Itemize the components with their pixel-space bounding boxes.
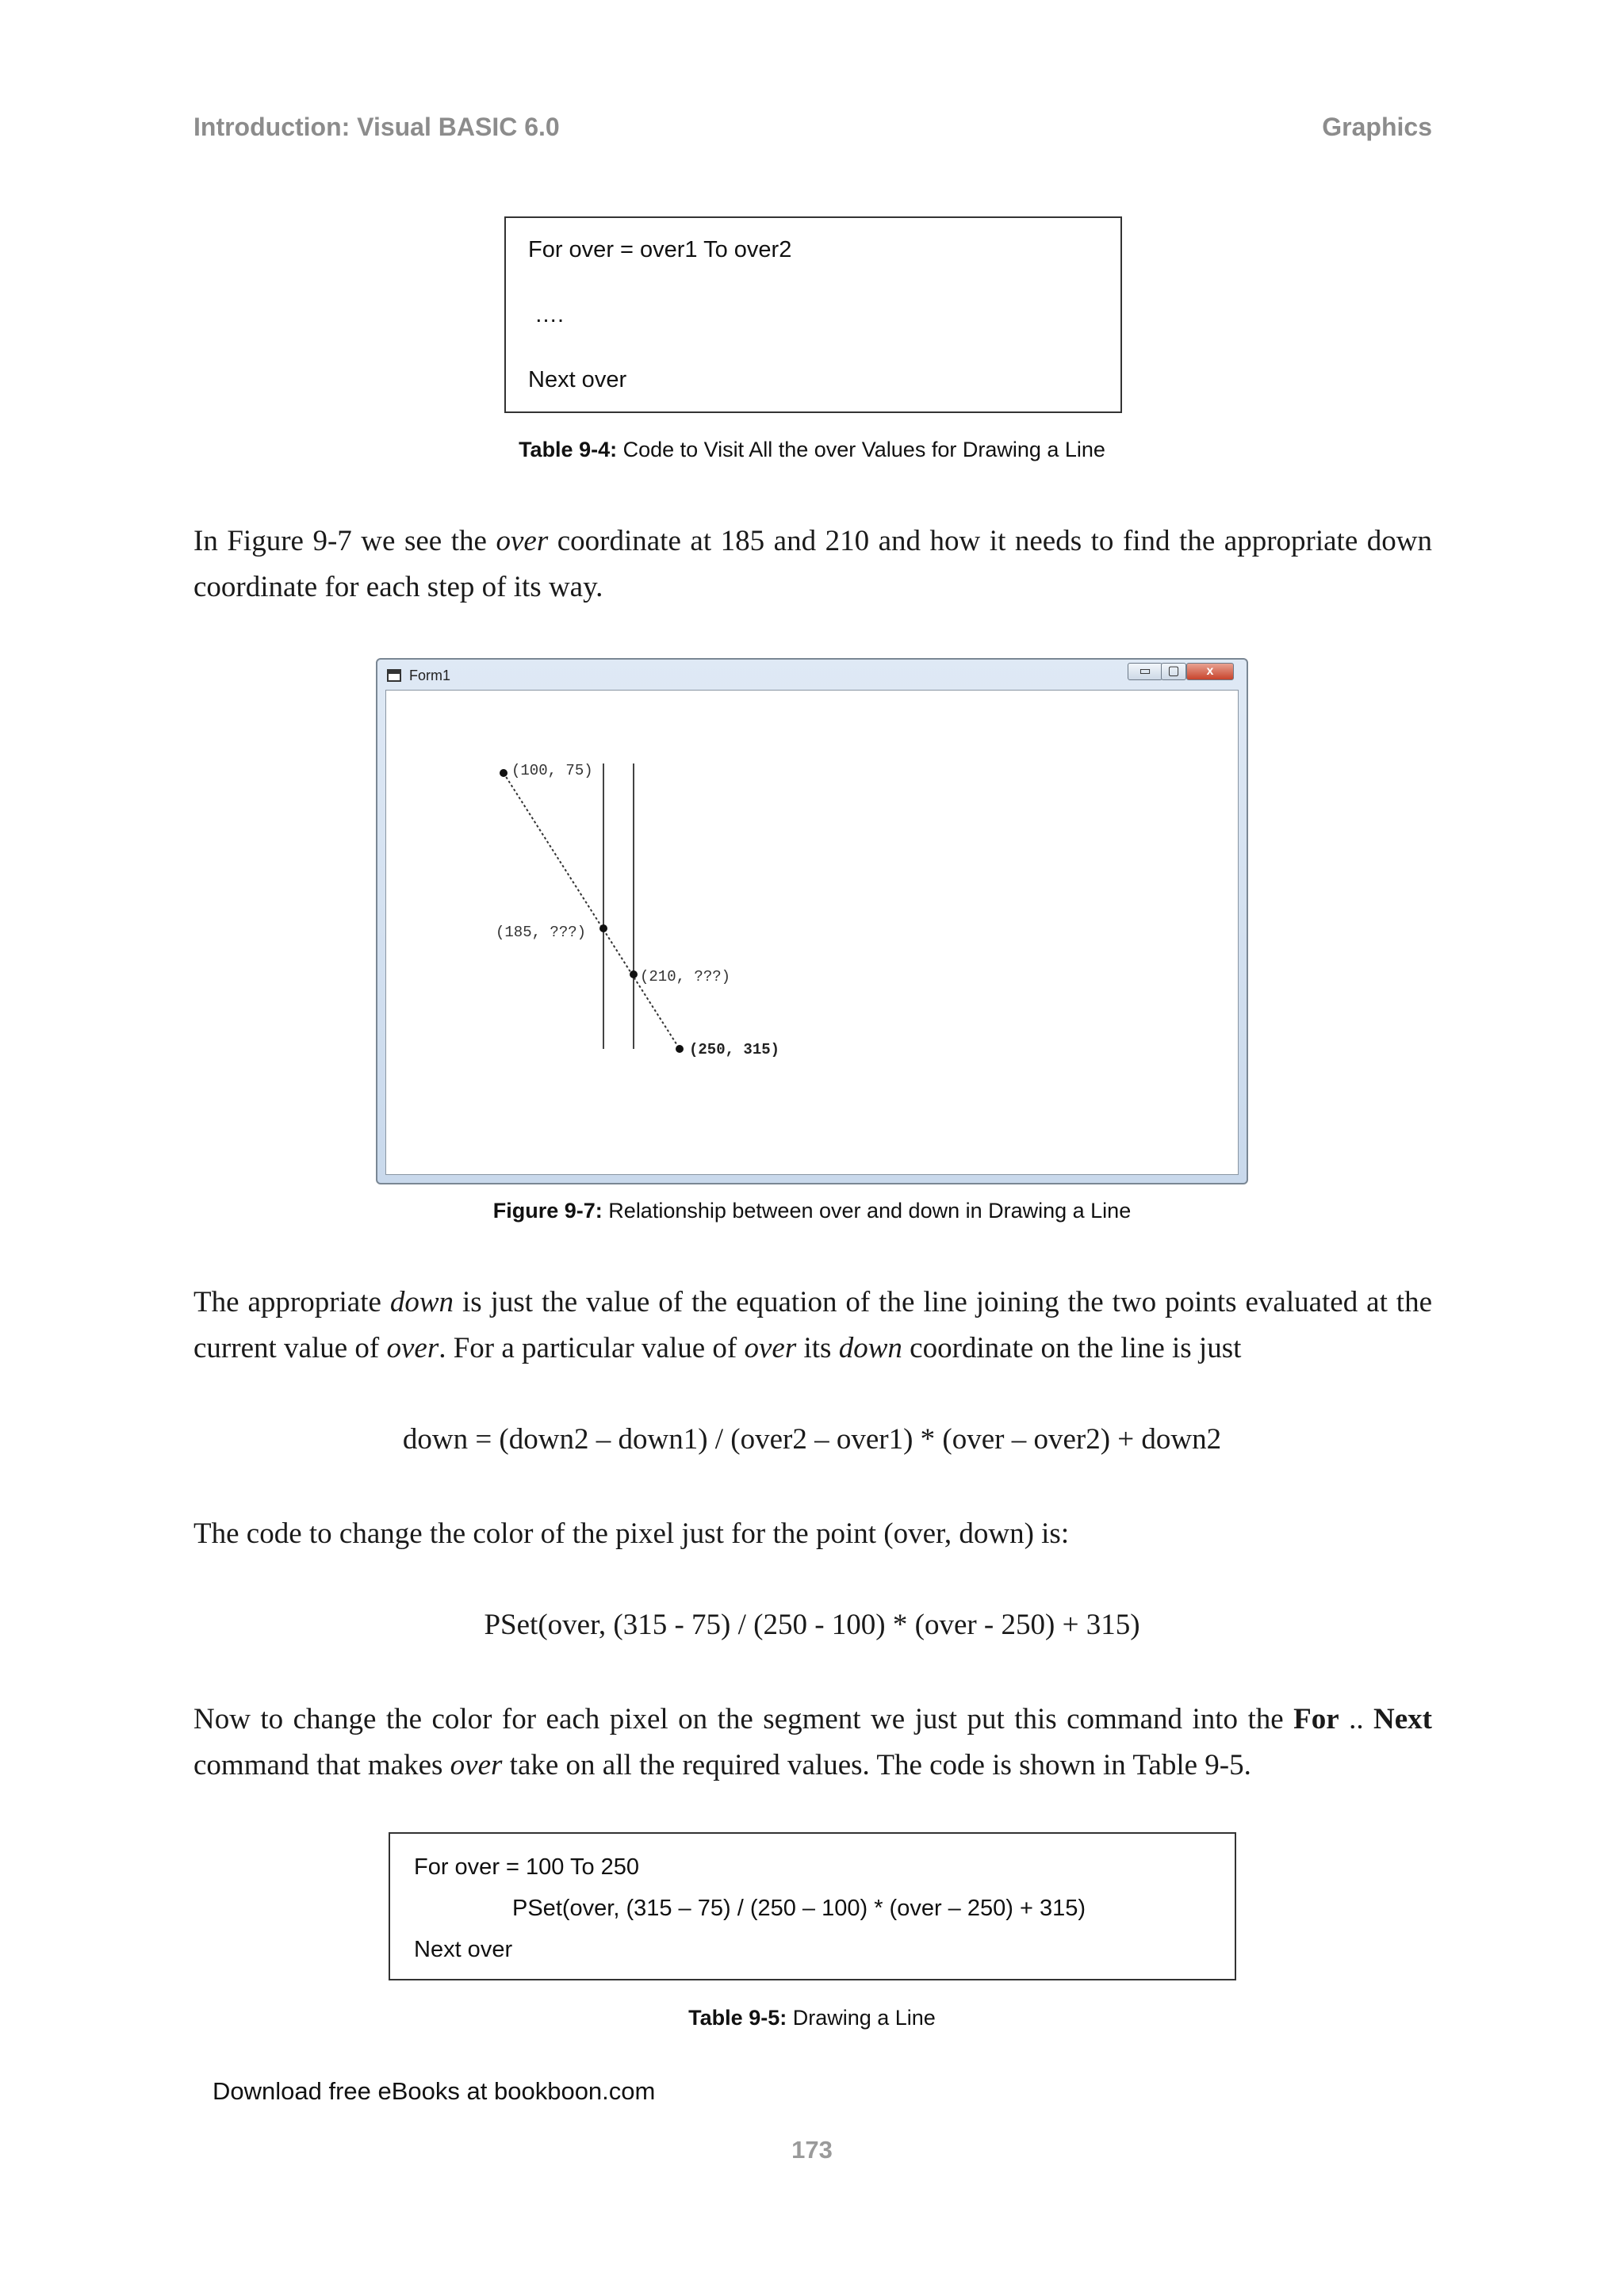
italic-term: down: [838, 1332, 902, 1364]
paragraph-4: [193, 1697, 1432, 1789]
text: its: [796, 1332, 839, 1364]
paragraph-1: [193, 519, 1432, 610]
figure-9-7-caption: [0, 1199, 1624, 1223]
dotted-line-segment: [504, 773, 680, 1049]
italic-term: over: [386, 1332, 439, 1364]
caption-label: Figure 9-7:: [492, 1199, 603, 1223]
form-client-area: [385, 690, 1239, 1175]
point-250-315: [676, 1045, 684, 1053]
equation-down: down = (down2 – down1) / (over2 – over1) * (over – over2) + down2: [402, 1423, 1222, 1456]
italic-term: over: [744, 1332, 797, 1364]
code-line: Next over: [528, 367, 627, 392]
code-table-9-5: [389, 1832, 1236, 1980]
italic-term: over: [450, 1749, 503, 1781]
bold-keyword: Next: [1373, 1703, 1432, 1735]
code-line: ….: [534, 302, 565, 327]
text: In Figure 9-7 we see the: [193, 525, 496, 557]
text: coordinate at 185 and 210 and how it needs to find the appropriate down coordinate for each step of its way.: [193, 525, 1432, 603]
download-link[interactable]: Download free eBooks at bookboon.com: [213, 2077, 656, 2105]
text: is just the value of the equation of the line joining the two points evaluated at the current value of: [193, 1286, 1432, 1364]
form-icon: [387, 669, 401, 682]
maximize-button[interactable]: ▢: [1161, 663, 1186, 680]
point-100-75: [500, 769, 508, 777]
point-210: [630, 970, 638, 978]
text: command that makes: [193, 1749, 450, 1781]
caption-text: Code to Visit All the over Values for Drawing a Line: [617, 438, 1105, 461]
point-185: [599, 924, 607, 932]
caption-label: Table 9-5:: [688, 2006, 787, 2030]
label-p3: (210, ???): [640, 968, 731, 985]
caption-label: Table 9-4:: [519, 438, 618, 461]
code-line: Next over: [414, 1937, 513, 1962]
form1-window: [376, 658, 1248, 1184]
text: coordinate on the line is just: [902, 1332, 1242, 1364]
close-button[interactable]: x: [1186, 663, 1234, 680]
text: The appropriate: [193, 1286, 390, 1318]
italic-term: down: [389, 1286, 454, 1318]
text: . For a particular value of: [439, 1332, 745, 1364]
paragraph-2: [193, 1280, 1432, 1372]
code-line: For over = 100 To 250: [414, 1854, 640, 1880]
code-line: PSet(over, (315 – 75) / (250 – 100) * (over – 250) + 315): [512, 1896, 1086, 1921]
italic-term: over: [496, 525, 549, 557]
bold-keyword: For: [1293, 1703, 1339, 1735]
line-diagram: [386, 691, 1241, 1177]
code-table-9-4: [504, 216, 1122, 413]
page-number: 173: [791, 2136, 833, 2164]
label-p2: (185, ???): [496, 924, 587, 941]
code-line: For over = over1 To over2: [528, 237, 792, 262]
minimize-button[interactable]: ▭: [1128, 663, 1162, 680]
table-9-5-caption: [0, 2006, 1624, 2030]
caption-text: Drawing a Line: [787, 2006, 936, 2030]
paragraph-3: The code to change the color of the pixel just for the point (over, down) is:: [193, 1517, 1070, 1550]
window-title: Form1: [409, 668, 451, 683]
running-header-title: Introduction: Visual BASIC 6.0: [193, 113, 560, 141]
text: Now to change the color for each pixel on the segment we just put this command into the: [193, 1703, 1294, 1735]
table-9-4-caption: [0, 438, 1624, 462]
caption-text: Relationship between over and down in Drawing a Line: [602, 1199, 1132, 1223]
equation-pset: PSet(over, (315 - 75) / (250 - 100) * (over - 250) + 315): [484, 1609, 1140, 1641]
text: take on all the required values. The code is shown in Table 9-5.: [502, 1749, 1251, 1781]
text: ..: [1339, 1703, 1374, 1735]
label-p1: (100, 75): [511, 762, 593, 779]
running-header-section: Graphics: [1322, 113, 1432, 141]
label-p4: (250, 315): [689, 1041, 780, 1058]
